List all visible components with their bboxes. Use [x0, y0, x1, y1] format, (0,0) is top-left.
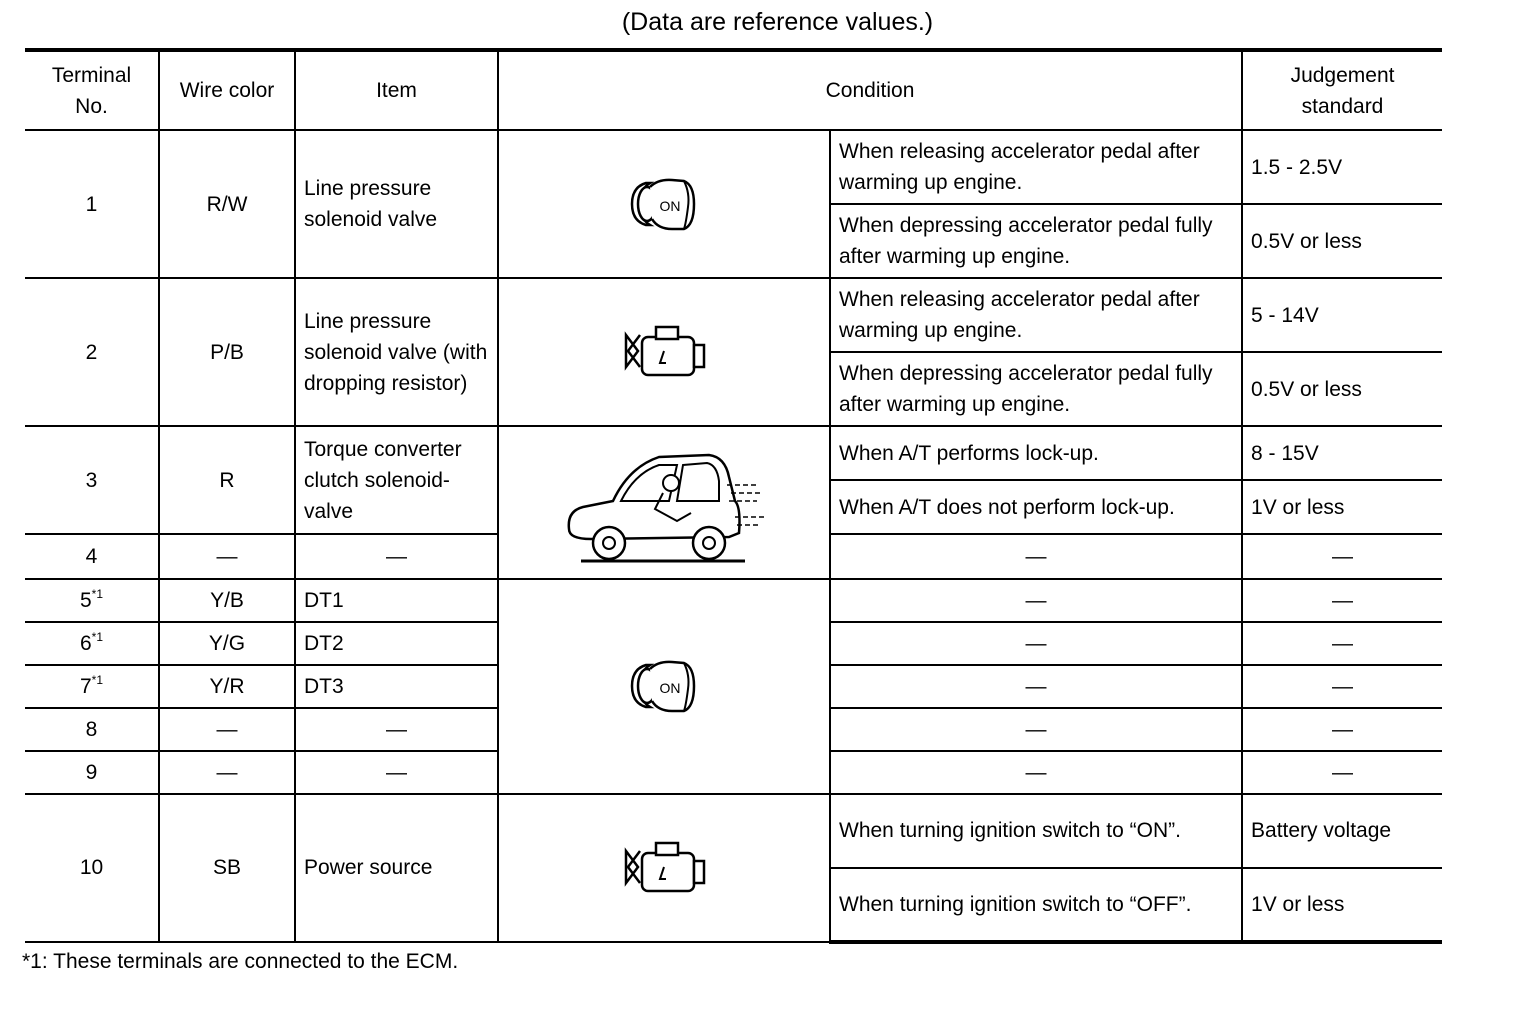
- terminal-number: 6: [79, 631, 92, 655]
- condition-cell: —: [830, 708, 1242, 751]
- condition-cell: —: [830, 534, 1242, 578]
- header-row: [25, 50, 1442, 130]
- condition-cell: When releasing accelerator pedal after warming up engine.: [830, 130, 1242, 204]
- wire-color-cell: R: [159, 426, 295, 534]
- car-driving-icon: [559, 437, 769, 567]
- wire-color-cell: Y/B: [159, 579, 295, 622]
- terminal-cell: 4: [25, 534, 159, 578]
- condition-icon-cell: [498, 794, 830, 942]
- footnote-marker: *1: [91, 629, 104, 644]
- judgement-cell: —: [1242, 534, 1442, 578]
- item-cell: —: [295, 534, 498, 578]
- footnote-marker: *1: [91, 672, 104, 687]
- condition-cell: —: [830, 579, 1242, 622]
- item-cell: Line pressure solenoid valve (with dropping resistor): [295, 278, 498, 426]
- condition-icon-cell: [498, 130, 830, 278]
- condition-cell: When releasing accelerator pedal after warming up engine.: [830, 278, 1242, 352]
- item-cell: —: [295, 751, 498, 794]
- terminal-cell: 2: [25, 278, 159, 426]
- table-caption: (Data are reference values.): [621, 8, 934, 36]
- header-judgement: Judgement standard: [1242, 50, 1442, 130]
- ignition-key-icon: [628, 653, 700, 719]
- judgement-cell: 5 - 14V: [1242, 278, 1442, 352]
- footnote: *1: These terminals are connected to the ECM.: [22, 950, 459, 973]
- wire-color-cell: P/B: [159, 278, 295, 426]
- judgement-cell: 0.5V or less: [1242, 204, 1442, 278]
- terminal-cell: 8: [25, 708, 159, 751]
- table-row: [25, 426, 1442, 480]
- header-condition: Condition: [498, 50, 1242, 130]
- condition-cell: When depressing accelerator pedal fully after warming up engine.: [830, 352, 1242, 426]
- item-cell: Torque converter clutch solenoid-valve: [295, 426, 498, 534]
- terminal-cell: 9: [25, 751, 159, 794]
- item-cell: DT3: [295, 665, 498, 708]
- condition-icon-cell: [498, 426, 830, 578]
- terminal-cell: [25, 665, 159, 708]
- table-row: [25, 130, 1442, 204]
- judgement-cell: 8 - 15V: [1242, 426, 1442, 480]
- condition-cell: —: [830, 751, 1242, 794]
- item-cell: Power source: [295, 794, 498, 942]
- judgement-cell: Battery voltage: [1242, 794, 1442, 868]
- wire-color-cell: Y/G: [159, 622, 295, 665]
- condition-cell: When turning ignition switch to “OFF”.: [830, 868, 1242, 942]
- terminal-cell: 3: [25, 426, 159, 534]
- header-terminal: Terminal No.: [25, 50, 159, 130]
- judgement-cell: 1V or less: [1242, 480, 1442, 534]
- wire-color-cell: —: [159, 534, 295, 578]
- wire-color-cell: SB: [159, 794, 295, 942]
- wire-color-cell: —: [159, 708, 295, 751]
- terminal-cell: 1: [25, 130, 159, 278]
- terminal-cell: [25, 579, 159, 622]
- item-cell: —: [295, 708, 498, 751]
- ignition-key-icon: [628, 171, 700, 237]
- condition-cell: When depressing accelerator pedal fully after warming up engine.: [830, 204, 1242, 278]
- wire-color-cell: Y/R: [159, 665, 295, 708]
- terminal-cell: 10: [25, 794, 159, 942]
- wire-color-cell: —: [159, 751, 295, 794]
- judgement-cell: —: [1242, 708, 1442, 751]
- condition-icon-cell: [498, 579, 830, 794]
- engine-running-icon: [618, 837, 710, 899]
- terminal-number: 7: [79, 674, 92, 698]
- terminal-cell: [25, 622, 159, 665]
- judgement-cell: —: [1242, 579, 1442, 622]
- judgement-cell: 0.5V or less: [1242, 352, 1442, 426]
- condition-cell: When turning ignition switch to “ON”.: [830, 794, 1242, 868]
- condition-cell: When A/T performs lock-up.: [830, 426, 1242, 480]
- condition-cell: —: [830, 622, 1242, 665]
- condition-cell: When A/T does not perform lock-up.: [830, 480, 1242, 534]
- svg-text:ON: ON: [659, 680, 681, 697]
- svg-text:ON: ON: [659, 198, 681, 215]
- wire-color-cell: R/W: [159, 130, 295, 278]
- terminal-spec-table: [25, 48, 1442, 944]
- item-cell: Line pressure solenoid valve: [295, 130, 498, 278]
- condition-cell: —: [830, 665, 1242, 708]
- judgement-cell: 1V or less: [1242, 868, 1442, 942]
- condition-icon-cell: [498, 278, 830, 426]
- judgement-cell: —: [1242, 751, 1442, 794]
- table-row: [25, 278, 1442, 352]
- judgement-cell: —: [1242, 622, 1442, 665]
- item-cell: DT1: [295, 579, 498, 622]
- terminal-number: 5: [79, 588, 92, 612]
- table-row: [25, 579, 1442, 622]
- item-cell: DT2: [295, 622, 498, 665]
- judgement-cell: —: [1242, 665, 1442, 708]
- header-item: Item: [295, 50, 498, 130]
- engine-running-icon: [618, 321, 710, 383]
- table-row: [25, 794, 1442, 868]
- judgement-cell: 1.5 - 2.5V: [1242, 130, 1442, 204]
- header-wire-color: Wire color: [159, 50, 295, 130]
- footnote-marker: *1: [91, 586, 104, 601]
